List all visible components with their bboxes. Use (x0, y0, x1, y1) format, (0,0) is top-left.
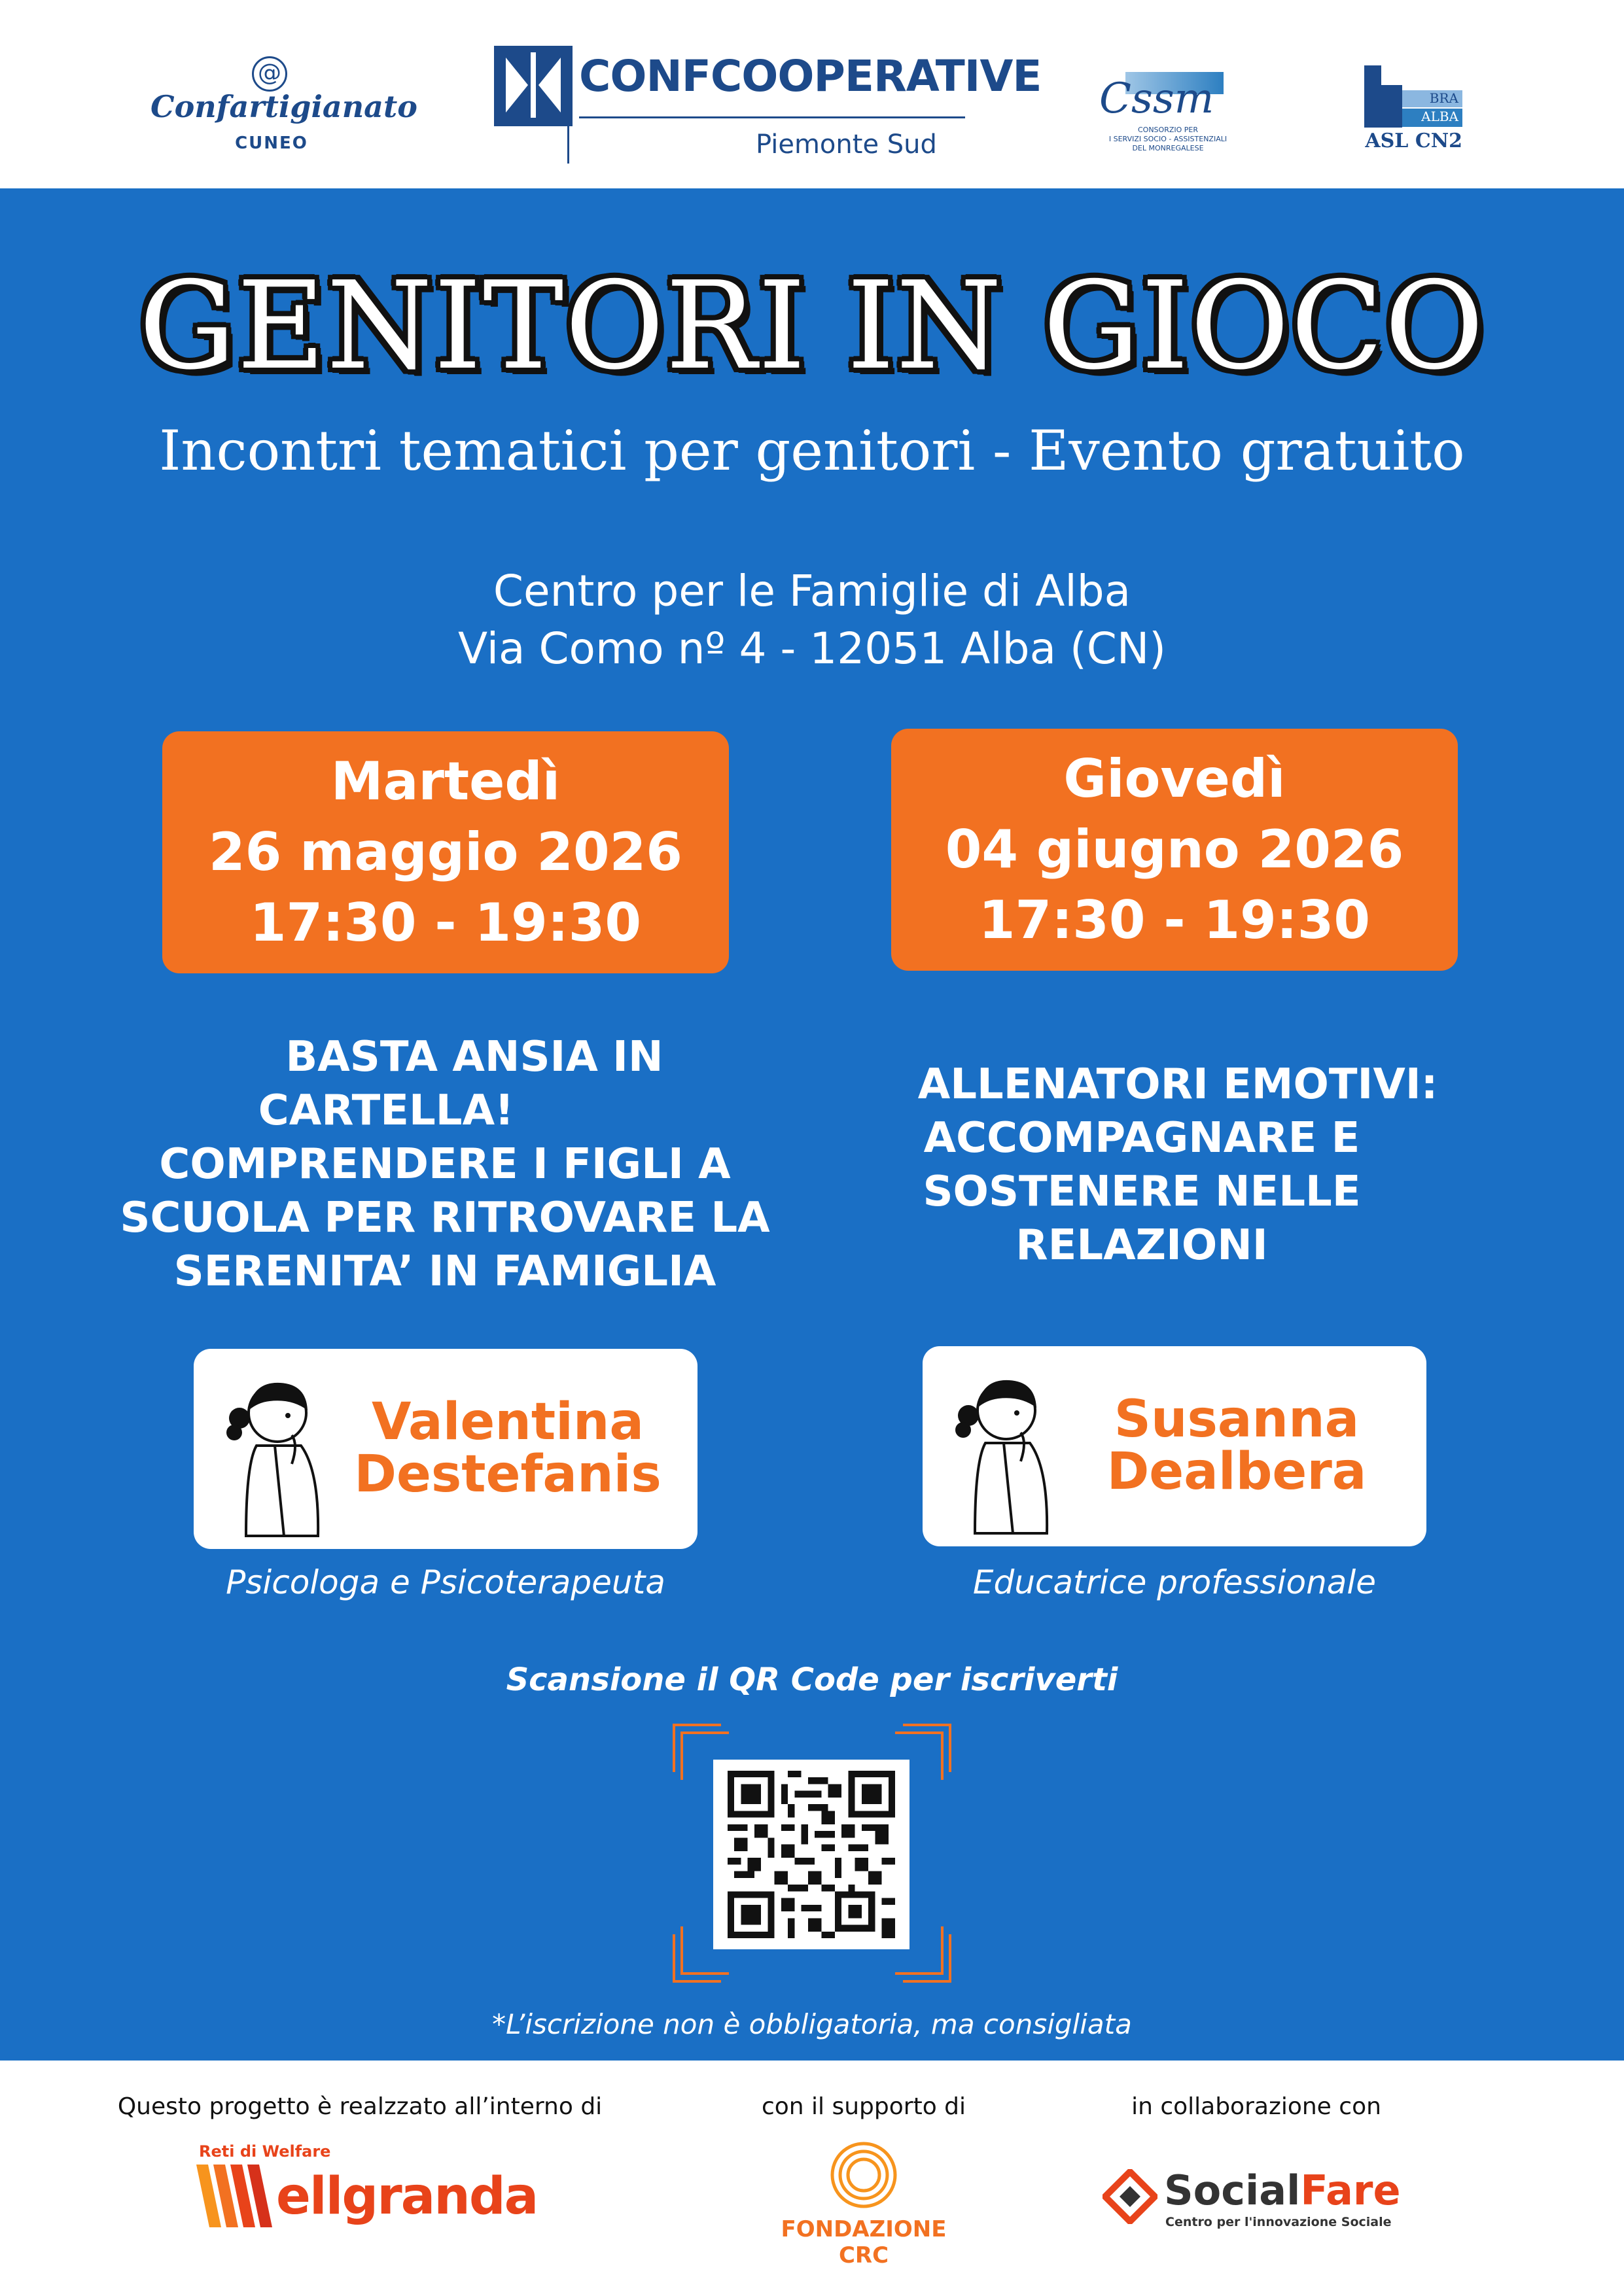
venue-name: Centro per le Famiglie di Alba (493, 566, 1131, 616)
event-1-date: 26 maggio 2026 (209, 822, 682, 882)
header-bar (0, 0, 1624, 188)
event-2-date: 04 giugno 2026 (945, 819, 1404, 880)
speaker-2-last-name: Dealbera (1106, 1442, 1367, 1501)
fondazione-crc-logo (759, 2139, 968, 2269)
socialfare-sub: Centro per l'innovazione Sociale (1165, 2215, 1392, 2229)
confcooperative-mark-icon (494, 46, 573, 124)
event-2-topic-line: ALLENATORI EMOTIVI: (917, 1060, 1438, 1109)
event-2-topic-line: SOSTENERE NELLE (923, 1168, 1361, 1216)
asl-top: BRA (1402, 90, 1462, 107)
event-1-topic-line: SERENITA’ IN FAMIGLIA (173, 1247, 716, 1296)
speaker-2-role: Educatrice professionale (972, 1563, 1377, 1601)
registration-note: *L’iscrizione non è obbligatoria, ma consigliata (492, 2008, 1132, 2040)
speaker-1-role: Psicologa e Psicoterapeuta (226, 1563, 665, 1601)
asl-cn2-logo (1364, 65, 1469, 157)
socialfare-name-b: Fare (1300, 2166, 1401, 2214)
cssm-logo (1099, 65, 1230, 164)
event-2-day: Giovedì (1063, 748, 1286, 809)
wellgranda-w-icon (196, 2165, 288, 2227)
socialfare-mark-icon (1103, 2169, 1157, 2224)
event-1-topic-line: BASTA ANSIA IN (285, 1033, 663, 1081)
footer-label-collab: in collaborazione con (1131, 2093, 1381, 2120)
event-2-date-box (891, 729, 1458, 971)
crc-name: FONDAZIONE CRC (781, 2216, 947, 2269)
confcooperative-logo (494, 39, 1042, 170)
confartigianato-sub: CUNEO (235, 133, 308, 153)
wellgranda-top: Reti di Welfare (199, 2142, 331, 2161)
cssm-line2: I SERVIZI SOCIO - ASSISTENZIALI (1108, 135, 1227, 143)
event-1-topic (105, 1030, 785, 1298)
cssm-line3: DEL MONREGALESE (1132, 144, 1204, 152)
asl-name: ASL CN2 (1365, 130, 1462, 152)
thinking-girl-icon (949, 1370, 1060, 1540)
cssm-line1: CONSORZIO PER (1137, 126, 1198, 134)
crc-rings-icon (818, 2139, 909, 2211)
speaker-2-name (1053, 1390, 1420, 1501)
event-1-day: Martedì (330, 751, 561, 812)
event-2-time: 17:30 - 19:30 (978, 890, 1371, 950)
socialfare-name-a: Social (1164, 2166, 1301, 2214)
confcooperative-sub: Piemonte Sud (756, 130, 937, 160)
socialfare-name (1164, 2166, 1401, 2214)
venue-address: Via Como nº 4 - 12051 Alba (CN) (458, 623, 1166, 674)
footer-label-support: con il supporto di (761, 2093, 966, 2120)
thinking-girl-icon (220, 1372, 331, 1542)
event-2-topic-line: ACCOMPAGNARE E (923, 1114, 1360, 1162)
speaker-2-first-name: Susanna (1114, 1390, 1360, 1449)
at-mark-icon: @ (252, 56, 287, 92)
speaker-1-card (194, 1349, 697, 1549)
event-1-topic-line: SCUOLA PER RITROVARE LA (120, 1194, 770, 1242)
event-2-topic (903, 1058, 1453, 1272)
event-1-time: 17:30 - 19:30 (249, 892, 642, 953)
event-1-topic-line: CARTELLA! (258, 1087, 514, 1135)
qr-hint: Scansione il QR Code per iscriverti (506, 1661, 1118, 1698)
qr-code[interactable] (713, 1760, 909, 1949)
confcooperative-name: CONFCOOPERATIVE (579, 51, 1042, 101)
event-1-topic-line: COMPRENDERE I FIGLI A (159, 1140, 731, 1189)
event-1-date-box (162, 731, 729, 973)
socialfare-logo (1103, 2165, 1403, 2237)
event-2-topic-line: RELAZIONI (1015, 1221, 1268, 1270)
confartigianato-name: Confartigianato (150, 89, 417, 124)
asl-mid: ALBA (1402, 109, 1462, 127)
page-title: GENITORI IN GIOCO (139, 255, 1485, 396)
cssm-name: Cssm (1099, 75, 1214, 123)
wellgranda-name: ellgranda (276, 2167, 538, 2226)
speaker-1-last-name: Destefanis (354, 1445, 662, 1504)
page-subtitle: Incontri tematici per genitori - Evento gratuito (159, 419, 1465, 483)
speaker-1-first-name: Valentina (371, 1393, 644, 1452)
venue-info (0, 563, 1624, 678)
footer-label-project: Questo progetto è realzzato all’interno di (117, 2093, 603, 2120)
qr-code-icon (728, 1771, 895, 1938)
wellgranda-logo (196, 2142, 537, 2240)
speaker-2-card (923, 1346, 1426, 1546)
confartigianato-logo (150, 52, 417, 164)
speaker-1-name (325, 1393, 691, 1504)
